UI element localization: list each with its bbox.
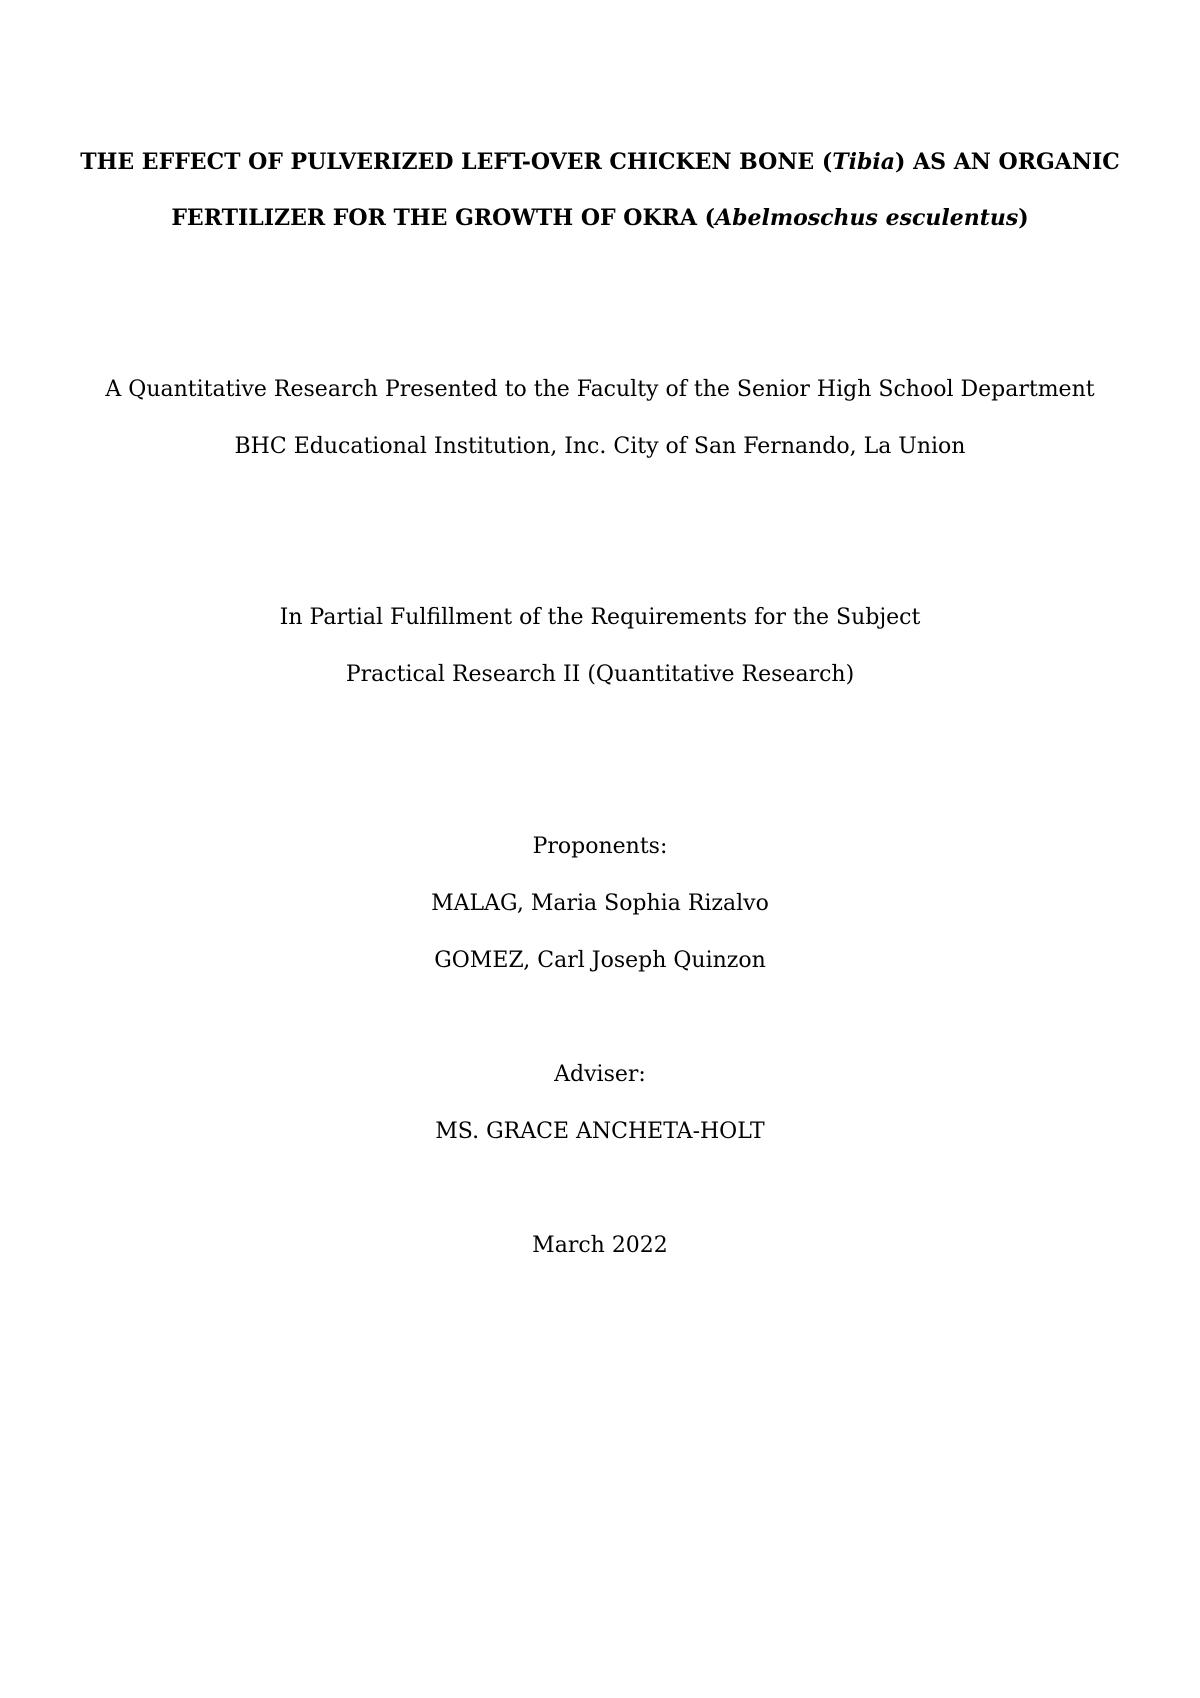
fulfillment-line-1: In Partial Fulfillment of the Requirements for the Subject — [279, 605, 921, 630]
title-line-2-before: FERTILIZER FOR THE GROWTH OF OKRA ( — [171, 205, 716, 231]
title-line-2-italic: Abelmoschus esculentus — [715, 205, 1019, 231]
document-date: March 2022 — [532, 1233, 668, 1258]
title-line-1-after: ) AS AN ORGANIC — [895, 149, 1120, 175]
title-line-1-italic: Tibia — [832, 149, 896, 175]
proponent-name: GOMEZ, Carl Joseph Quinzon — [434, 948, 766, 973]
title-line-2 — [60, 204, 1140, 232]
title-line-1 — [60, 148, 1140, 176]
fulfillment-line-2: Practical Research II (Quantitative Research) — [345, 662, 855, 687]
title-line-2-after: ) — [1018, 205, 1029, 231]
proponents-label: Proponents: — [532, 834, 668, 859]
presentation-line-1: A Quantitative Research Presented to the Faculty of the Senior High School Department — [105, 377, 1095, 402]
presentation-line-2: BHC Educational Institution, Inc. City of San Fernando, La Union — [234, 434, 966, 459]
adviser-label: Adviser: — [554, 1062, 646, 1087]
adviser-name: MS. GRACE ANCHETA-HOLT — [435, 1119, 765, 1144]
title-line-1-before: THE EFFECT OF PULVERIZED LEFT-OVER CHICKEN BONE ( — [80, 149, 833, 175]
proponent-name: MALAG, Maria Sophia Rizalvo — [431, 891, 769, 916]
